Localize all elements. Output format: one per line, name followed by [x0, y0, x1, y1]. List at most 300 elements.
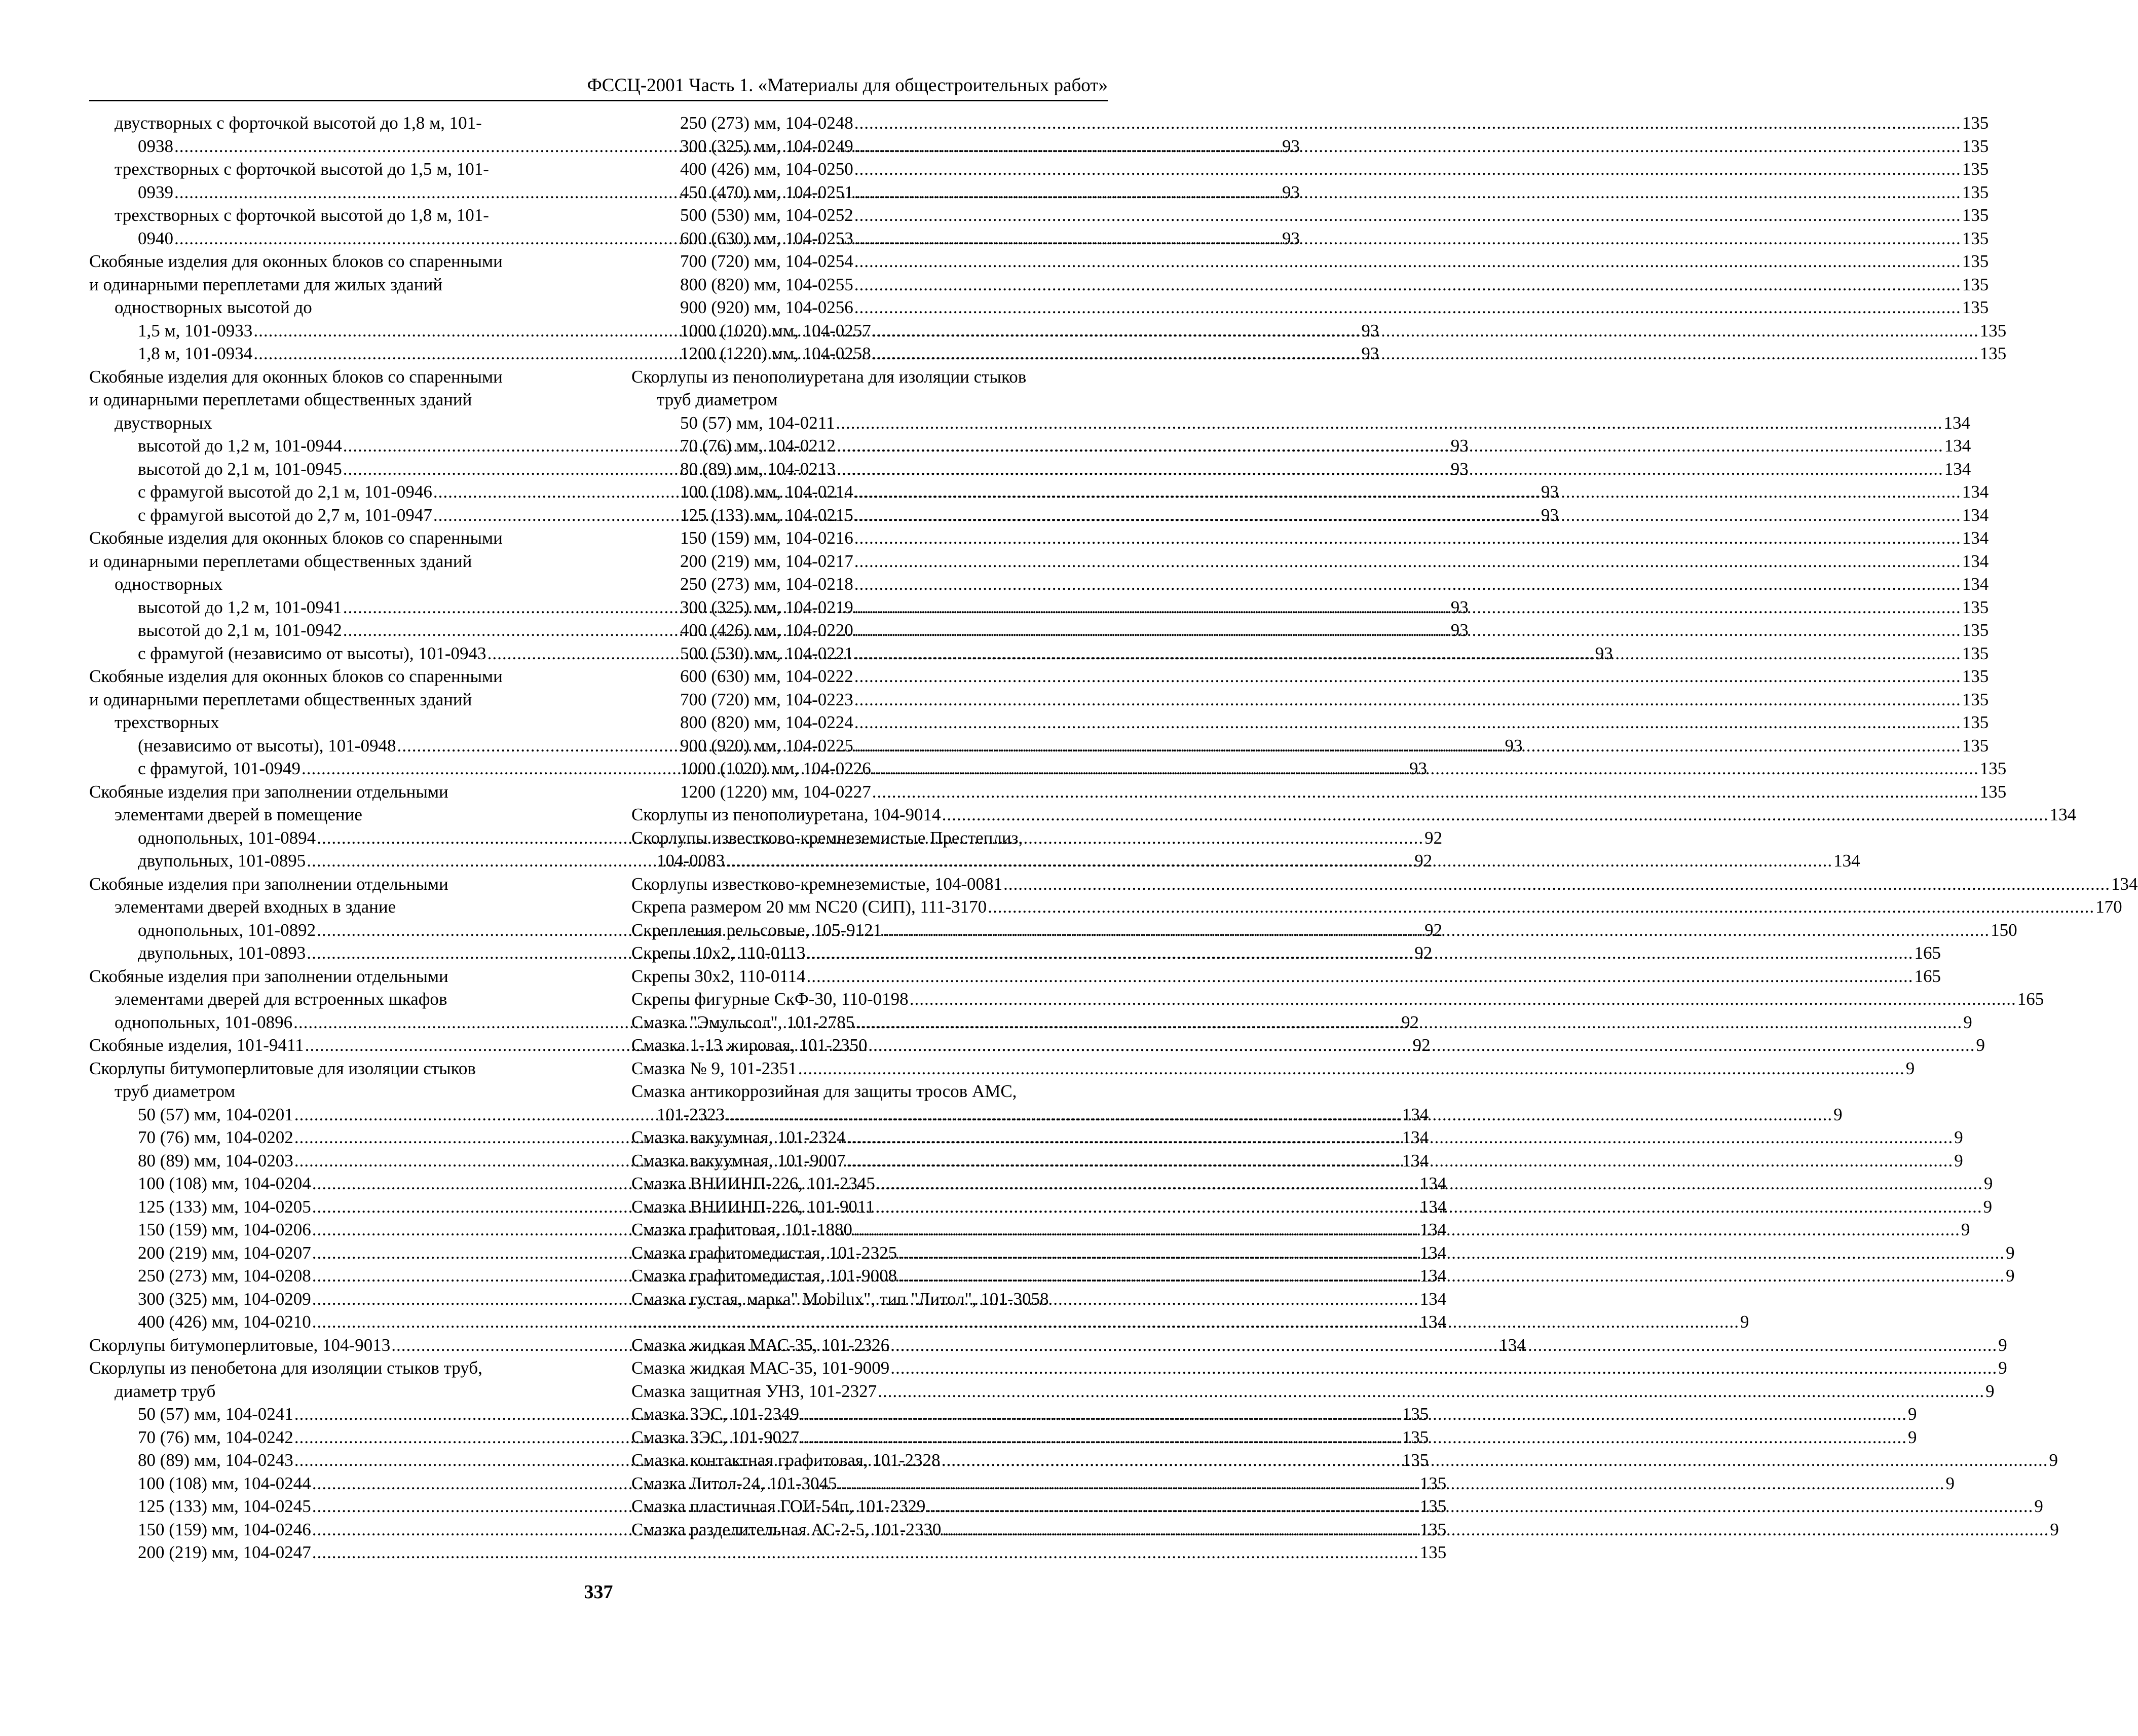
index-entry: [631, 665, 1989, 688]
index-entry: [89, 1080, 559, 1103]
entry-text: с фрамугой (независимо от высоты), 101-0943: [138, 643, 486, 663]
dot-leader: [988, 895, 2094, 919]
index-entry: [631, 826, 1107, 850]
entry-page: 9: [1998, 1358, 2007, 1378]
entry-text: 200 (219) мм, 104-0207: [138, 1242, 311, 1263]
index-entry: [631, 250, 1989, 273]
entry-text: Скрепы 30х2, 110-0114: [631, 966, 806, 986]
entry-text: (независимо от высоты), 101-0948: [138, 735, 396, 756]
entry-page: 93: [1541, 505, 1559, 525]
index-entry: [89, 1541, 1447, 1564]
index-entry: [89, 688, 559, 711]
dot-leader: [854, 181, 1961, 204]
index-entry: [89, 665, 559, 688]
entry-page: 93: [1282, 228, 1300, 248]
index-entry: [631, 111, 1989, 135]
running-header: [89, 73, 1108, 101]
dot-leader: [837, 434, 1943, 458]
index-entry: [631, 780, 2007, 804]
entry-text: Скрепы 10х2, 110-0113: [631, 943, 806, 963]
dot-leader: [872, 757, 1979, 780]
entry-page: 134: [1962, 482, 1989, 502]
entry-text: элементами дверей для встроенных шкафов: [115, 989, 447, 1009]
entry-text: 80 (89) мм, 104-0243: [138, 1450, 293, 1470]
entry-text: 700 (720) мм, 104-0223: [680, 689, 853, 709]
entry-text: 400 (426) мм, 104-0210: [138, 1312, 311, 1332]
entry-text: 1000 (1020) мм, 104-0226: [680, 759, 871, 778]
dot-leader: [883, 919, 1990, 942]
entry-text: Смазка графитовая, 101-1880: [631, 1220, 852, 1239]
entry-text: Смазка "Эмульсол", 101-2785: [631, 1012, 855, 1032]
entry-text: трехстворных с форточкой высотой до 1,5 м, 101-: [115, 159, 489, 179]
dot-leader: [854, 688, 1961, 711]
entry-page: 92: [1401, 1012, 1419, 1032]
entry-page: 93: [1541, 482, 1559, 502]
entry-page: 135: [1979, 759, 2007, 778]
entry-text: 1200 (1220) мм, 104-0258: [680, 344, 871, 363]
entry-page: 135: [1962, 274, 1989, 294]
entry-text: высотой до 2,1 м, 101-0945: [138, 459, 342, 479]
entry-text: 100 (108) мм, 104-0204: [138, 1174, 311, 1193]
entry-text: трехстворных с форточкой высотой до 1,8 м, 101-: [115, 205, 489, 225]
entry-page: 165: [1914, 966, 1941, 986]
entry-text: Скрепления рельсовые, 105-9121: [631, 920, 882, 940]
index-entry: [89, 803, 559, 826]
entry-page: 9: [1963, 1012, 1972, 1032]
index-entry: [631, 411, 1970, 435]
entry-text: Смазка вакуумная, 101-9007: [631, 1150, 846, 1171]
entry-text: 0939: [138, 182, 173, 202]
entry-text: Скорлупы из пенобетона для изоляции стыков труб,: [89, 1358, 482, 1378]
entry-page: 135: [1962, 620, 1989, 640]
entry-text: элементами дверей в помещение: [115, 805, 362, 824]
entry-page: 9: [1998, 1335, 2007, 1355]
entry-page: 134: [1419, 1242, 1447, 1263]
entry-text: Скорлупы из пенополиуретана для изоляции стыков: [631, 366, 1027, 387]
entry-page: 93: [1505, 735, 1523, 756]
entry-page: 165: [1914, 943, 1941, 963]
entry-page: 9: [2050, 1519, 2059, 1539]
index-entry: [631, 550, 1989, 573]
dot-leader: [853, 1218, 1960, 1241]
entry-page: 135: [1419, 1519, 1447, 1539]
entry-text: 900 (920) мм, 104-0256: [680, 297, 853, 317]
entry-page: 135: [1419, 1473, 1447, 1493]
entry-page: 9: [1954, 1150, 1963, 1171]
entry-page: 135: [1962, 297, 1989, 317]
index-entry: [631, 158, 1989, 181]
entry-page: 134: [1943, 412, 1970, 433]
entry-text: 900 (920) мм, 104-0225: [680, 735, 853, 756]
dot-leader: [855, 1011, 1962, 1034]
entry-page: 134: [1402, 1127, 1429, 1147]
entry-text: Скорлупы известково-кремнеземистые, 104-0081: [631, 874, 1003, 894]
entry-text: и одинарными переплетами для жилых зданий: [89, 274, 443, 294]
entry-page: 9: [1961, 1220, 1970, 1239]
index-entry: [631, 711, 1989, 734]
entry-page: 93: [1361, 320, 1379, 341]
entry-page: 135: [1962, 689, 1989, 709]
dot-leader: [726, 1103, 1832, 1126]
entry-text: Смазка защитная УНЗ, 101-2327: [631, 1381, 877, 1401]
entry-text: 600 (630) мм, 104-0222: [680, 666, 853, 686]
entry-page: 9: [2006, 1266, 2015, 1286]
dot-leader: [878, 1380, 1984, 1403]
entry-page: 93: [1361, 344, 1379, 363]
entry-text: 125 (133) мм, 104-0205: [138, 1196, 311, 1217]
dot-leader: [854, 734, 1961, 758]
index-entry: [631, 688, 1989, 711]
dot-leader: [854, 596, 1961, 619]
dot-leader: [872, 780, 1979, 804]
dot-leader: [836, 411, 1942, 435]
dot-leader: [872, 319, 1979, 343]
entry-text: 101-2323: [657, 1104, 725, 1124]
entry-page: 134: [1419, 1289, 1447, 1309]
entry-page: 135: [1962, 159, 1989, 179]
dot-leader: [854, 158, 1961, 181]
entry-page: 134: [1962, 551, 1989, 571]
index-entry: [631, 1356, 2007, 1380]
entry-text: однопольных, 101-0892: [138, 920, 316, 940]
entry-page: 134: [1419, 1174, 1447, 1193]
dot-leader: [854, 135, 1961, 158]
entry-text: 300 (325) мм, 104-0219: [680, 597, 853, 617]
index-entry: [89, 296, 559, 319]
entry-page: 135: [1962, 205, 1989, 225]
dot-leader: [854, 619, 1961, 642]
index-entry: [631, 526, 1989, 550]
entry-page: 135: [1962, 182, 1989, 202]
index-entry: [631, 365, 1107, 389]
dot-leader: [846, 1149, 1953, 1173]
entry-page: 135: [1962, 251, 1989, 271]
index-entry: [89, 273, 559, 296]
dot-leader: [846, 1126, 1953, 1149]
dot-leader: [854, 111, 1961, 135]
entry-page: 134: [1419, 1312, 1447, 1332]
entry-text: 80 (89) мм, 104-0213: [680, 459, 836, 479]
entry-page: 92: [1424, 920, 1443, 940]
entry-text: двупольных, 101-0893: [138, 943, 306, 963]
entry-page: 93: [1409, 759, 1428, 778]
entry-text: Скобяные изделия для оконных блоков со спаренными: [89, 528, 503, 548]
entry-text: труб диаметром: [657, 390, 778, 409]
entry-page: 135: [1962, 113, 1989, 133]
entry-text: 1200 (1220) мм, 104-0227: [680, 781, 871, 802]
entry-text: одностворных: [115, 574, 223, 594]
dot-leader: [854, 250, 1961, 273]
index-entry: [89, 895, 559, 919]
index-entry: [89, 711, 559, 734]
entry-page: 135: [1402, 1450, 1429, 1470]
entry-text: Смазка 1-13 жировая, 101-2350: [631, 1035, 868, 1055]
index-entry: [631, 573, 1989, 596]
entry-text: 0938: [138, 136, 173, 156]
index-entry: [89, 988, 559, 1011]
index-entry: [631, 965, 1941, 988]
index-entry: [631, 1057, 1915, 1080]
dot-leader: [838, 1472, 1945, 1495]
entry-text: 400 (426) мм, 104-0250: [680, 159, 853, 179]
entry-page: 135: [1962, 643, 1989, 663]
index-entry: [89, 411, 559, 435]
header-title: ФССЦ-2001 Часть 1. «Материалы для общестроительных работ»: [587, 75, 1108, 96]
index-entry: [89, 1356, 559, 1380]
dot-leader: [898, 1264, 2005, 1288]
entry-text: Скобяные изделия, 101-9411: [89, 1035, 304, 1055]
dot-leader: [854, 550, 1961, 573]
dot-leader: [800, 1403, 1907, 1426]
index-entry: [631, 803, 2077, 826]
entry-text: высотой до 1,2 м, 101-0944: [138, 436, 342, 456]
entry-text: 70 (76) мм, 104-0242: [138, 1427, 293, 1447]
entry-text: Смазка графитомедистая, 101-2325: [631, 1242, 897, 1263]
dot-leader: [726, 849, 1832, 873]
entry-page: 92: [1414, 851, 1433, 871]
dot-leader: [854, 665, 1961, 688]
entry-text: 50 (57) мм, 104-0241: [138, 1404, 293, 1424]
index-entry: [89, 573, 559, 596]
entry-page: 134: [1962, 574, 1989, 594]
entry-text: Скобяные изделия для оконных блоков со спаренными: [89, 666, 503, 686]
entry-text: 1000 (1020) мм, 104-0257: [680, 320, 871, 341]
index-entry: [89, 873, 559, 896]
entry-text: с фрамугой, 101-0949: [138, 759, 301, 778]
dot-leader: [1003, 873, 2110, 896]
entry-page: 9: [1983, 1196, 1993, 1217]
index-entry: [89, 1380, 559, 1403]
entry-text: трехстворных: [115, 712, 219, 732]
entry-text: Скорлупы из пенополиуретана, 104-9014: [631, 805, 941, 824]
entry-text: 50 (57) мм, 104-0211: [680, 412, 835, 433]
entry-text: Смазка ВНИИНП-226, 101-2345: [631, 1174, 875, 1193]
entry-text: и одинарными переплетами общественных зданий: [89, 390, 472, 409]
dot-leader: [806, 941, 1913, 965]
entry-text: 250 (273) мм, 104-0218: [680, 574, 853, 594]
dot-leader: [890, 1334, 1997, 1357]
entry-text: Смазка графитомедистая, 101-9008: [631, 1266, 897, 1286]
dot-leader: [854, 642, 1961, 665]
entry-text: с фрамугой высотой до 2,1 м, 101-0946: [138, 482, 432, 502]
entry-text: высотой до 2,1 м, 101-0942: [138, 620, 342, 640]
entry-text: 250 (273) мм, 104-0208: [138, 1266, 311, 1286]
entry-text: 150 (159) мм, 104-0216: [680, 528, 853, 548]
dot-leader: [854, 526, 1961, 550]
entry-page: 135: [1979, 781, 2007, 802]
entry-text: Скорлупы битумоперлитовые, 104-9013: [89, 1335, 391, 1355]
entry-text: 100 (108) мм, 104-0244: [138, 1473, 311, 1493]
dot-leader: [854, 227, 1961, 250]
entry-text: Смазка густая, марка" Mobilux", тип "Литол", 101-3058: [631, 1289, 1049, 1309]
dot-leader: [854, 573, 1961, 596]
entry-text: 150 (159) мм, 104-0206: [138, 1220, 311, 1239]
entry-page: 93: [1450, 597, 1469, 617]
entry-text: Скобяные изделия при заполнении отдельными: [89, 874, 448, 894]
entry-text: 104-0083: [657, 851, 725, 871]
entry-page: 135: [1962, 228, 1989, 248]
dot-leader: [854, 711, 1961, 734]
entry-page: 9: [1833, 1104, 1843, 1124]
entry-text: диаметр труб: [115, 1381, 216, 1401]
entry-text: 800 (820) мм, 104-0255: [680, 274, 853, 294]
index-entry: [89, 365, 559, 389]
index-entry: [89, 388, 559, 411]
entry-page: 135: [1419, 1542, 1447, 1562]
entry-text: 500 (530) мм, 104-0252: [680, 205, 853, 225]
index-entry: [631, 1288, 1107, 1311]
index-entry: [631, 296, 1989, 319]
page-number: 337: [584, 1581, 613, 1603]
dot-leader: [632, 1310, 1739, 1334]
entry-page: 134: [1944, 459, 1971, 479]
entry-text: Скорлупы известково-кремнеземистые Престеплиз,: [631, 827, 1023, 848]
dot-leader: [854, 273, 1961, 296]
entry-text: Смазка жидкая МАС-35, 101-2326: [631, 1335, 890, 1355]
entry-text: 50 (57) мм, 104-0201: [138, 1104, 293, 1124]
dot-leader: [876, 1172, 1983, 1195]
dot-leader: [869, 1034, 1975, 1057]
entry-page: 9: [1908, 1404, 1917, 1424]
entry-text: и одинарными переплетами общественных зданий: [89, 689, 472, 709]
entry-page: 9: [1985, 1381, 1995, 1401]
entry-text: 200 (219) мм, 104-0217: [680, 551, 853, 571]
index-entry: [631, 273, 1989, 296]
entry-text: 300 (325) мм, 104-0249: [680, 136, 853, 156]
entry-page: 93: [1450, 436, 1469, 456]
entry-text: двустворных с форточкой высотой до 1,8 м, 101-: [115, 113, 482, 133]
dot-leader: [854, 504, 1961, 527]
entry-text: Смазка вакуумная, 101-2324: [631, 1127, 846, 1147]
entry-text: элементами дверей входных в здание: [115, 897, 396, 917]
entry-text: Скрепы фигурные СкФ-30, 110-0198: [631, 989, 909, 1009]
entry-page: 135: [1402, 1427, 1429, 1447]
entry-text: двустворных: [115, 412, 212, 433]
entry-page: 135: [1979, 344, 2007, 363]
entry-page: 134: [1402, 1150, 1429, 1171]
index-entry: [631, 388, 1107, 411]
index-entry: [89, 965, 559, 988]
entry-page: 170: [2095, 897, 2122, 917]
entry-page: 135: [1402, 1404, 1429, 1424]
index-entry: [631, 873, 2138, 896]
index-entry: [89, 526, 559, 550]
entry-page: 9: [1954, 1127, 1963, 1147]
entry-page: 93: [1282, 182, 1300, 202]
index-entry: [89, 550, 559, 573]
entry-page: 93: [1450, 459, 1469, 479]
entry-text: 0940: [138, 228, 173, 248]
entry-page: 134: [2111, 874, 2138, 894]
dot-leader: [854, 296, 1961, 319]
index-entry: [89, 250, 559, 273]
entry-text: Смазка № 9, 101-2351: [631, 1058, 797, 1078]
dot-leader: [800, 1426, 1907, 1449]
entry-page: 135: [1962, 666, 1989, 686]
entry-text: 70 (76) мм, 104-0202: [138, 1127, 293, 1147]
dot-leader: [942, 803, 2049, 826]
entry-text: 70 (76) мм, 104-0212: [680, 436, 836, 456]
entry-text: Смазка жидкая МАС-35, 101-9009: [631, 1358, 890, 1378]
entry-text: Скобяные изделия при заполнении отдельными: [89, 781, 448, 802]
index-entry: [89, 158, 559, 181]
dot-leader: [312, 1541, 1419, 1564]
index-entry: [89, 1057, 559, 1080]
entry-page: 9: [1908, 1427, 1917, 1447]
entry-text: 150 (159) мм, 104-0246: [138, 1519, 311, 1539]
entry-text: 125 (133) мм, 104-0215: [680, 505, 853, 525]
entry-page: 134: [1419, 1266, 1447, 1286]
entry-text: 1,8 м, 101-0934: [138, 344, 253, 363]
entry-text: 700 (720) мм, 104-0254: [680, 251, 853, 271]
entry-page: 9: [1983, 1174, 1993, 1193]
entry-text: Скрепа размером 20 мм NC20 (СИП), 111-3170: [631, 897, 987, 917]
entry-text: Смазка контактная графитовая, 101-2328: [631, 1450, 941, 1470]
entry-page: 134: [1833, 851, 1860, 871]
entry-text: 125 (133) мм, 104-0245: [138, 1496, 311, 1516]
index-entry: [89, 780, 559, 804]
entry-page: 134: [1402, 1104, 1429, 1124]
entry-page: 92: [1412, 1035, 1431, 1055]
entry-text: одностворных высотой до: [115, 297, 312, 317]
entry-page: 9: [2006, 1242, 2015, 1263]
entry-page: 134: [1499, 1335, 1526, 1355]
index-entry: [89, 204, 559, 227]
entry-page: 135: [1962, 712, 1989, 732]
dot-leader: [806, 965, 1913, 988]
entry-page: 135: [1962, 597, 1989, 617]
entry-page: 135: [1419, 1496, 1447, 1516]
entry-page: 9: [1905, 1058, 1915, 1078]
entry-text: Скорлупы битумоперлитовые для изоляции стыков: [89, 1058, 476, 1078]
entry-text: Смазка Литол-24, 101-3045: [631, 1473, 837, 1493]
index-entry: [89, 111, 559, 135]
entry-text: 1,5 м, 101-0933: [138, 320, 253, 341]
index-entry: [631, 1380, 1995, 1403]
entry-page: 9: [2034, 1496, 2043, 1516]
entry-text: Скобяные изделия для оконных блоков со спаренными: [89, 251, 503, 271]
entry-page: 92: [1414, 943, 1433, 963]
dot-leader: [910, 988, 2016, 1011]
entry-page: 134: [1962, 528, 1989, 548]
index-entry: [89, 1310, 1447, 1334]
index-entry: [631, 988, 2044, 1011]
entry-page: 93: [1595, 643, 1613, 663]
entry-text: 500 (530) мм, 104-0221: [680, 643, 853, 663]
entry-page: 93: [1450, 620, 1469, 640]
entry-text: 600 (630) мм, 104-0253: [680, 228, 853, 248]
entry-text: 250 (273) мм, 104-0248: [680, 113, 853, 133]
index-entry: [631, 1080, 1107, 1103]
dot-leader: [890, 1356, 1997, 1380]
entry-text: и одинарными переплетами общественных зданий: [89, 551, 472, 571]
entry-text: 300 (325) мм, 104-0209: [138, 1289, 311, 1309]
entry-page: 92: [1424, 827, 1443, 848]
entry-text: 100 (108) мм, 104-0214: [680, 482, 853, 502]
entry-text: труб диаметром: [115, 1081, 236, 1101]
entry-text: с фрамугой высотой до 2,7 м, 101-0947: [138, 505, 432, 525]
entry-page: 165: [2017, 989, 2044, 1009]
entry-page: 134: [1944, 436, 1971, 456]
entry-page: 134: [2049, 805, 2077, 824]
entry-text: Смазка разделительная АС-2-5, 101-2330: [631, 1519, 942, 1539]
dot-leader: [942, 1518, 2049, 1541]
dot-leader: [798, 1057, 1905, 1080]
entry-text: Смазка ВНИИНП-226, 101-9011: [631, 1196, 875, 1217]
entry-text: Смазка ЗЭС, 101-2349: [631, 1404, 800, 1424]
entry-page: 9: [1976, 1035, 1985, 1055]
entry-page: 9: [1740, 1312, 1749, 1332]
